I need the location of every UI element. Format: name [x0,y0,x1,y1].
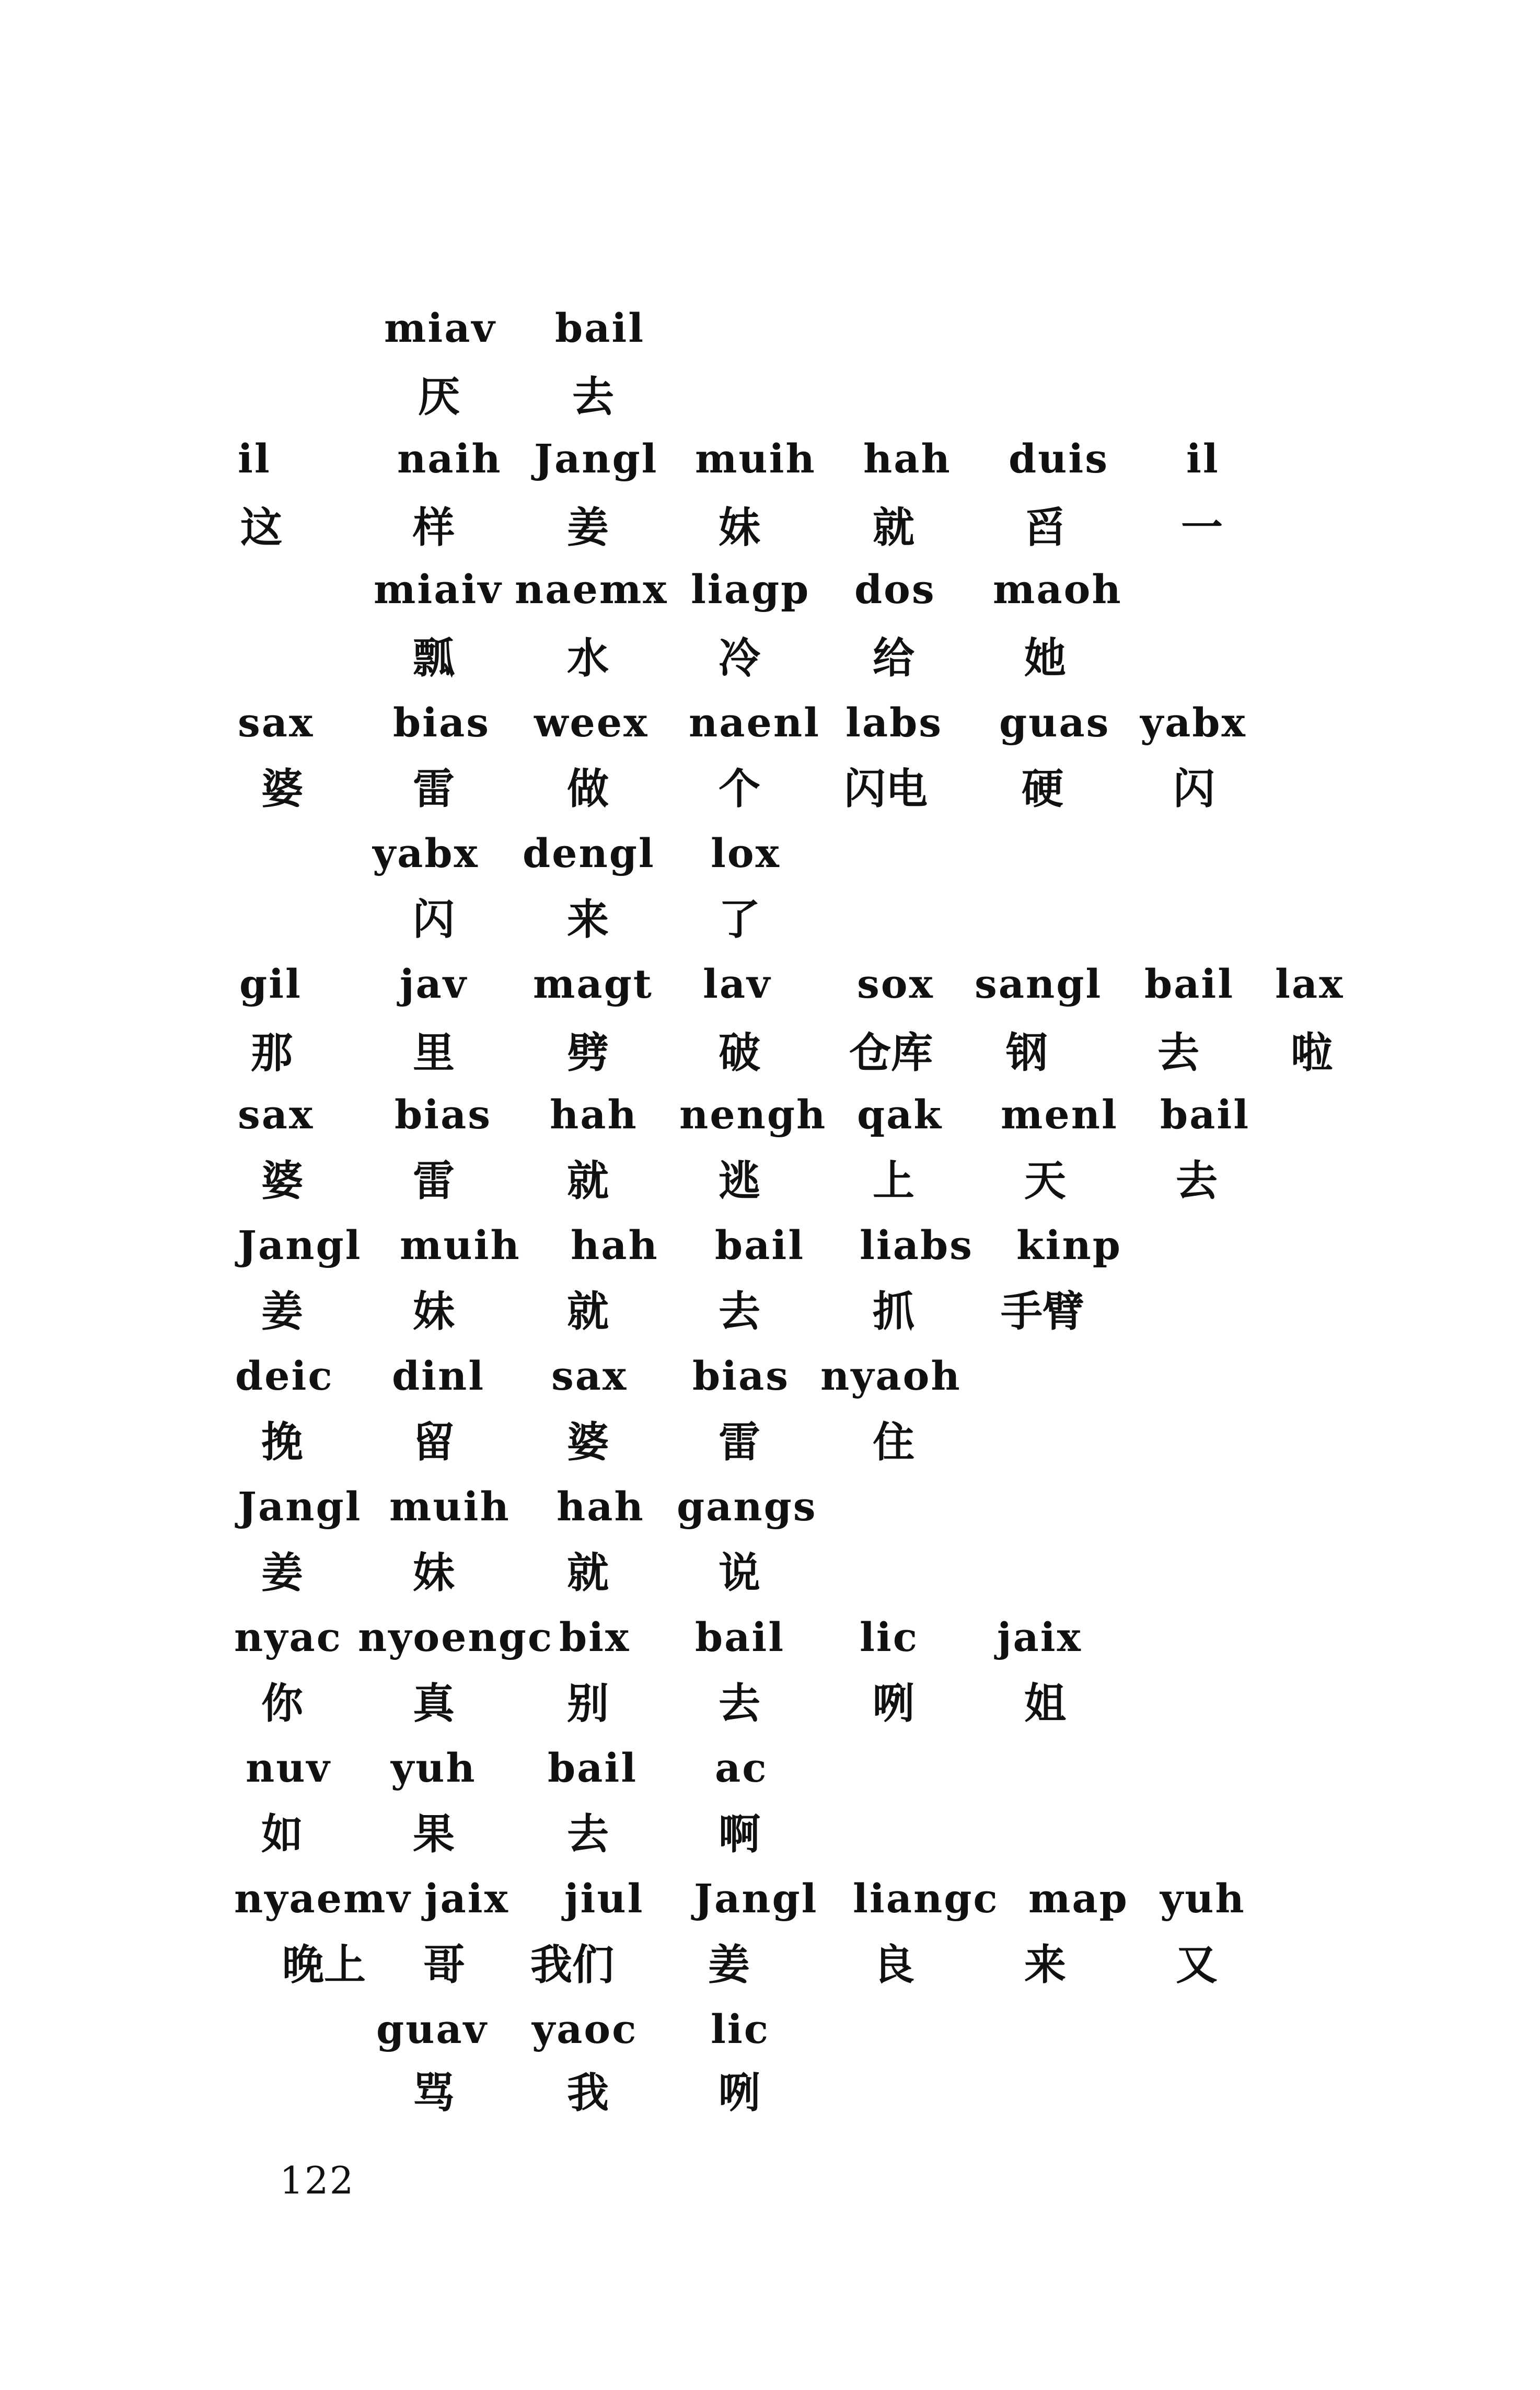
dong-word: liagp [691,566,810,613]
chinese-gloss-line [0,1810,1540,1876]
chinese-gloss-word: 晚上 [282,1941,366,1989]
chinese-gloss-line [0,1549,1540,1615]
chinese-gloss-word: 妹 [719,503,760,552]
dong-word: weex [534,699,649,746]
dong-word: lax [1275,961,1345,1007]
dong-word: dos [854,566,936,613]
chinese-gloss-word: 雷 [719,1418,760,1467]
dong-word: bail [695,1614,785,1660]
dong-word: muih [400,1222,521,1268]
chinese-gloss-line [0,895,1540,962]
dong-word: sax [238,1091,315,1138]
dong-word: Jangl [238,1222,362,1268]
chinese-gloss-word: 啊 [719,1810,760,1858]
dong-word: sax [551,1353,628,1399]
chinese-gloss-line [0,1029,1540,1095]
chinese-gloss-word: 果 [413,1810,455,1858]
chinese-gloss-word: 留 [413,1418,455,1467]
dong-word: sax [238,699,315,746]
dong-word: lox [711,830,781,876]
chinese-gloss-line [0,1679,1540,1746]
dong-word: guav [376,2006,488,2052]
chinese-gloss-word: 个 [719,765,760,813]
chinese-gloss-word: 闪电 [844,765,928,813]
chinese-gloss-word: 样 [413,503,455,552]
dong-text-line [0,1353,1540,1419]
chinese-gloss-word: 上 [873,1157,914,1205]
chinese-gloss-word: 闪 [413,895,455,944]
dong-word: bail [548,1745,638,1791]
dong-word: nengh [679,1091,827,1138]
dong-word: nuv [246,1745,331,1791]
chinese-gloss-word: 姐 [1024,1679,1066,1728]
chinese-gloss-line [0,503,1540,570]
chinese-gloss-line [0,1418,1540,1484]
chinese-gloss-word: 如 [261,1810,303,1858]
dong-word: yaoc [532,2006,638,2052]
dong-text-line [0,1222,1540,1288]
dong-word: nyaemv [234,1875,412,1922]
dong-word: jiul [564,1875,644,1922]
chinese-gloss-word: 婆 [261,1157,303,1205]
dong-word: yabx [373,830,479,876]
chinese-gloss-word: 去 [1157,1029,1199,1077]
dong-word: magt [533,961,653,1007]
dong-word: jaix [997,1614,1082,1660]
chinese-gloss-word: 瓢 [413,634,455,683]
chinese-gloss-word: 仓库 [849,1029,933,1077]
chinese-gloss-word: 又 [1176,1941,1218,1989]
dong-text-line [0,1483,1540,1550]
dong-text-line [0,1745,1540,1811]
chinese-gloss-line [0,1287,1540,1354]
dong-word: bail [1144,961,1235,1007]
chinese-gloss-word: 别 [567,1679,609,1728]
dong-word: naih [397,435,502,482]
chinese-gloss-word: 你 [261,1679,303,1728]
chinese-gloss-word: 真 [413,1679,455,1728]
chinese-gloss-word: 挽 [261,1418,303,1467]
dong-word: bail [1160,1091,1250,1138]
chinese-gloss-word: 破 [719,1029,760,1077]
dong-text-line [0,435,1540,502]
dong-word: bias [395,1091,492,1138]
dong-word: hah [863,435,952,482]
chinese-gloss-word: 雷 [413,1157,455,1205]
chinese-gloss-word: 哥 [423,1941,465,1989]
chinese-gloss-word: 去 [567,1810,609,1858]
dong-text-line [0,699,1540,766]
dong-word: Jangl [534,435,658,482]
chinese-gloss-word: 骂 [413,2069,455,2117]
chinese-gloss-word: 啦 [1291,1029,1333,1077]
dong-word: liangc [853,1875,999,1922]
dong-word: ac [715,1745,768,1791]
chinese-gloss-word: 雷 [413,765,455,813]
chinese-gloss-word: 住 [873,1418,914,1467]
dong-word: lic [860,1614,919,1660]
dong-word: guas [999,699,1110,746]
chinese-gloss-word: 天 [1024,1157,1066,1205]
chinese-gloss-word: 水 [567,634,609,683]
dong-word: muih [389,1483,511,1530]
chinese-gloss-word: 姜 [708,1941,750,1989]
chinese-gloss-line [0,765,1540,831]
dong-word: il [1186,435,1220,482]
dong-word: Jangl [238,1483,362,1530]
chinese-gloss-word: 去 [1176,1157,1218,1205]
dong-word: map [1028,1875,1129,1922]
dong-word: sox [857,961,934,1007]
chinese-gloss-word: 她 [1024,634,1066,683]
dong-word: lic [711,2006,770,2052]
dong-word: hah [557,1483,645,1530]
chinese-gloss-word: 做 [567,765,609,813]
dong-word: bail [715,1222,805,1268]
dong-word: naemx [515,566,668,613]
dong-text-line [0,305,1540,371]
chinese-gloss-word: 说 [719,1549,760,1597]
dong-word: naenl [689,699,820,746]
chinese-gloss-word: 去 [719,1287,760,1336]
dong-word: bix [559,1614,631,1660]
dong-word: yuh [1160,1875,1246,1922]
dong-word: bias [692,1353,790,1399]
dong-word: menl [1001,1091,1118,1138]
chinese-gloss-word: 手臂 [1001,1287,1084,1336]
dong-word: maoh [993,566,1122,613]
chinese-gloss-word: 妹 [413,1549,455,1597]
chinese-gloss-word: 去 [719,1679,760,1728]
dong-word: yabx [1140,699,1247,746]
chinese-gloss-word: 给 [873,634,914,683]
dong-text-line [0,830,1540,896]
chinese-gloss-word: 去 [572,373,614,421]
chinese-gloss-word: 闪 [1173,765,1215,813]
dong-text-line [0,566,1540,632]
page-number: 122 [280,2158,355,2202]
dong-word: nyac [234,1614,342,1660]
dong-word: hah [571,1222,659,1268]
dong-word: kinp [1016,1222,1122,1268]
dong-word: lav [703,961,772,1007]
chinese-gloss-word: 来 [567,895,609,944]
chinese-gloss-word: 里 [413,1029,455,1077]
chinese-gloss-word: 厌 [418,373,460,421]
chinese-gloss-word: 劈 [567,1029,609,1077]
dong-word: sangl [975,961,1103,1007]
dong-word: dinl [392,1353,485,1399]
chinese-gloss-word: 姜 [567,503,609,552]
dong-word: deic [235,1353,334,1399]
chinese-gloss-word: 就 [567,1157,609,1205]
chinese-gloss-word: 抓 [873,1287,914,1336]
dong-word: muih [695,435,816,482]
dong-word: nyoengc [358,1614,554,1660]
chinese-gloss-word: 就 [873,503,914,552]
chinese-gloss-word: 逃 [719,1157,760,1205]
dong-text-line [0,1091,1540,1158]
dong-text-line [0,1875,1540,1942]
chinese-gloss-word: 一 [1181,503,1223,552]
chinese-gloss-word: 冷 [719,634,760,683]
dong-word: jaix [424,1875,510,1922]
dong-word: miaiv [374,566,503,613]
chinese-gloss-word: 姜 [261,1549,303,1597]
dong-word: qak [857,1091,943,1138]
chinese-gloss-word: 良 [873,1941,914,1989]
chinese-gloss-word: 就 [567,1287,609,1336]
dong-word: nyaoh [820,1353,962,1399]
dong-word: hah [550,1091,638,1138]
dong-word: jav [400,961,468,1007]
chinese-gloss-word: 这 [240,503,282,552]
dong-word: miav [384,305,496,351]
dong-text-line [0,961,1540,1027]
chinese-gloss-line [0,1157,1540,1223]
dong-word: gangs [677,1483,817,1530]
chinese-gloss-word: 来 [1024,1941,1066,1989]
chinese-gloss-word: 钢 [1006,1029,1048,1077]
chinese-gloss-word: 就 [567,1549,609,1597]
dong-word: gil [239,961,302,1007]
dong-word: labs [846,699,943,746]
chinese-gloss-word: 咧 [873,1679,914,1728]
dong-word: Jangl [694,1875,818,1922]
chinese-gloss-word: 硬 [1022,765,1063,813]
dong-text-line [0,1614,1540,1680]
chinese-gloss-line [0,373,1540,439]
dong-word: bias [393,699,491,746]
chinese-gloss-word: 我 [567,2069,609,2117]
chinese-gloss-word: 我们 [530,1941,614,1989]
chinese-gloss-line [0,2069,1540,2135]
chinese-gloss-word: 舀 [1024,503,1066,552]
dong-word: yuh [391,1745,477,1791]
chinese-gloss-line [0,1941,1540,2007]
dong-word: liabs [860,1222,974,1268]
chinese-gloss-word: 咧 [719,2069,760,2117]
chinese-gloss-word: 婆 [567,1418,609,1467]
dong-word: duis [1009,435,1109,482]
chinese-gloss-word: 婆 [261,765,303,813]
chinese-gloss-word: 那 [251,1029,293,1077]
dong-word: dengl [523,830,655,876]
chinese-gloss-line [0,634,1540,700]
chinese-gloss-word: 妹 [413,1287,455,1336]
dong-word: bail [555,305,645,351]
dong-text-line [0,2006,1540,2072]
dong-word: il [238,435,271,482]
chinese-gloss-word: 了 [719,895,760,944]
chinese-gloss-word: 姜 [261,1287,303,1336]
